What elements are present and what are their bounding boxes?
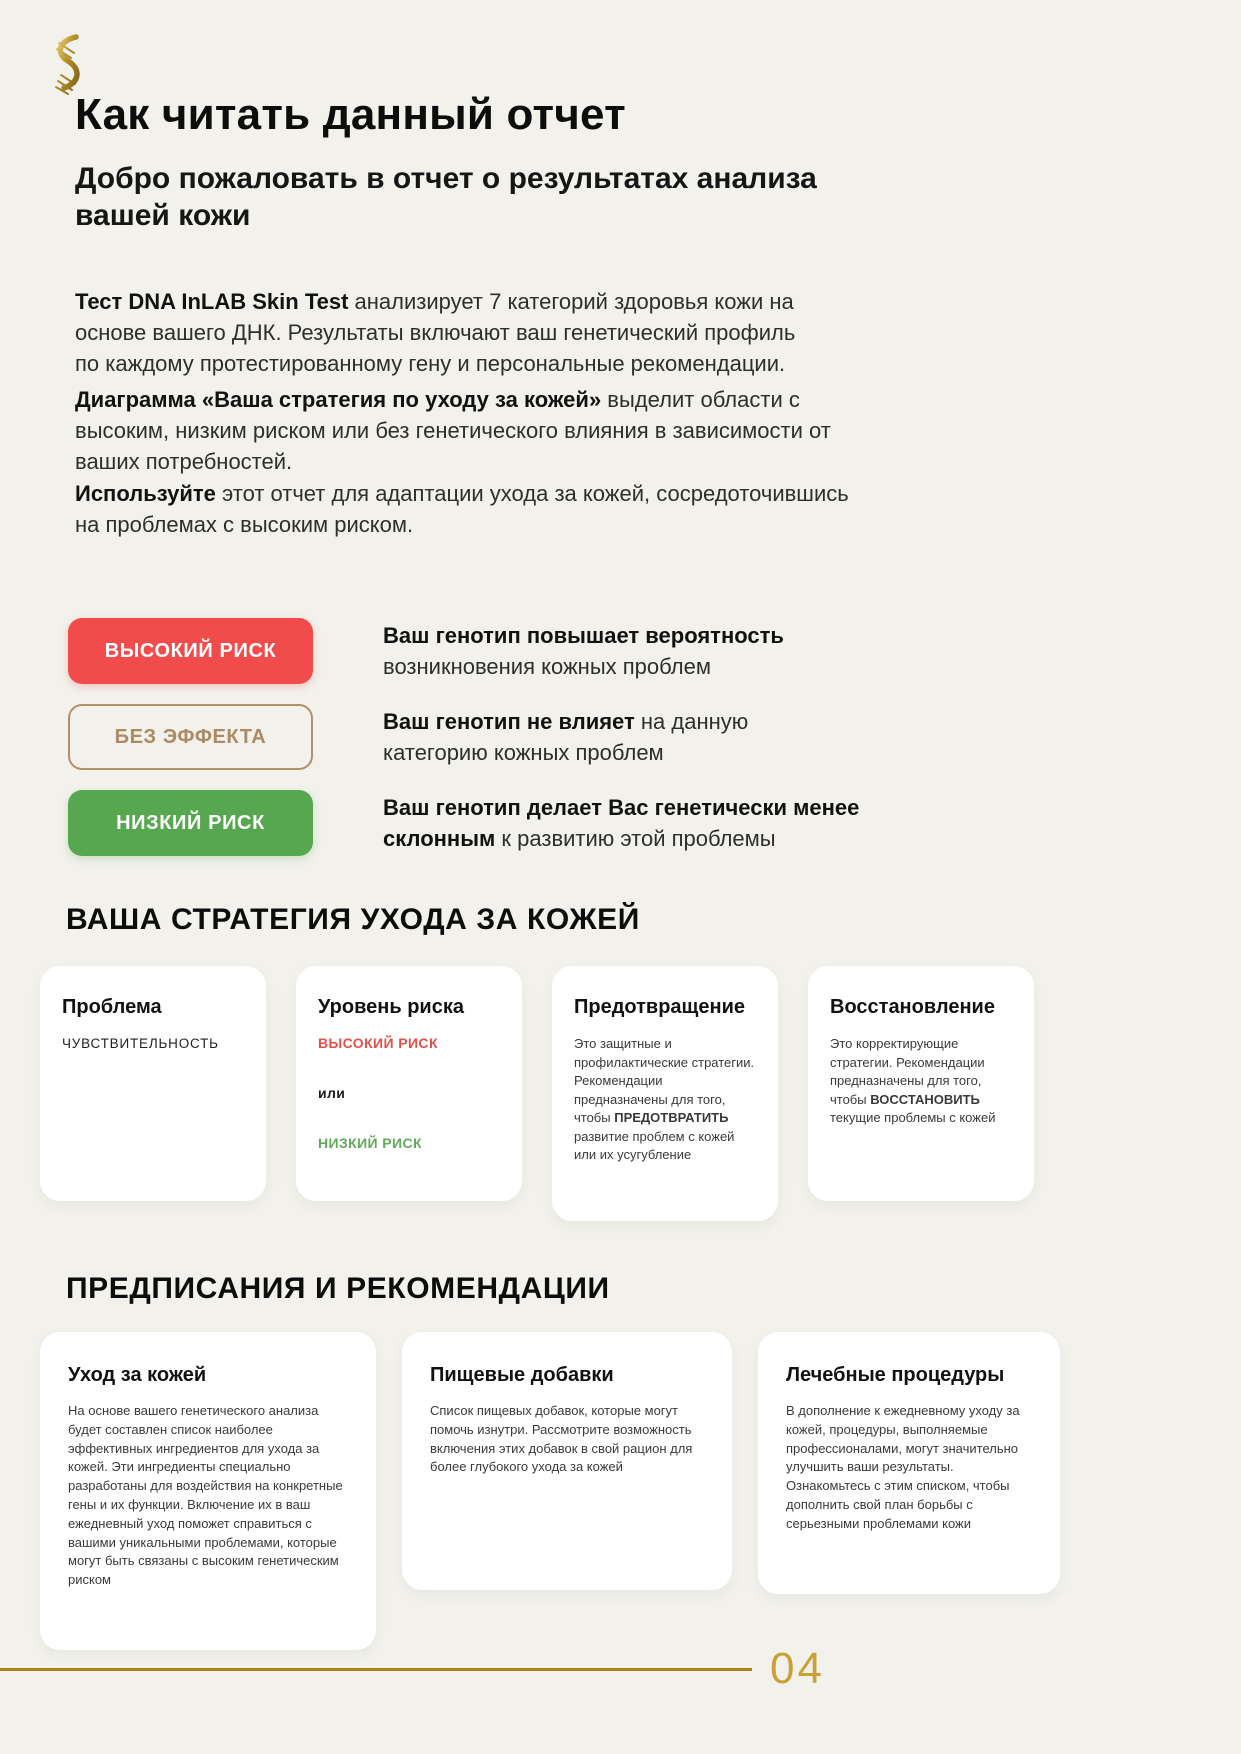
page-number: 04: [770, 1644, 825, 1693]
card-skincare-title: Уход за кожей: [68, 1364, 207, 1386]
high-risk-badge: ВЫСОКИЙ РИСК: [68, 618, 313, 684]
card-supplements: [402, 1332, 732, 1590]
card-supplements-title: Пищевые добавки: [430, 1364, 614, 1386]
page-subtitle: Добро пожаловать в отчет о результатах анализа вашей кожи: [75, 162, 817, 232]
intro-paragraph-test: [75, 286, 815, 379]
card-restoration-body: [830, 1035, 1012, 1128]
intro-paragraph-test-rest: анализирует 7 категорий здоровья кожи на основе вашего ДНК. Результаты включают ваш генетический профиль по каждому протестированному гену и персональные рекомендации.: [75, 289, 796, 376]
card-prevention: [552, 966, 778, 1221]
no-effect-description-bold: Ваш генотип не влияет: [383, 709, 635, 734]
no-effect-description: [383, 706, 813, 768]
card-prevention-body-post: развитие проблем с кожей или их усугубление: [574, 1128, 735, 1162]
footer-divider-line: [0, 1668, 752, 1671]
card-treatments-body: В дополнение к ежедневному уходу за кожей, процедуры, выполняемые профессионалами, могут значительно улучшить ваши результаты. Ознакомьтесь с этим списком, чтобы дополнить свой план борьбы с серьезными проблемами кожи: [786, 1403, 1020, 1531]
card-prevention-title: Предотвращение: [574, 996, 746, 1018]
strategy-section-title: ВАША СТРАТЕГИЯ УХОДА ЗА КОЖЕЙ: [66, 903, 640, 936]
intro-paragraph-diagram: [75, 384, 889, 477]
card-restoration-title: Восстановление: [830, 996, 995, 1018]
card-restoration-body-bold: ВОССТАНОВИТЬ: [870, 1091, 980, 1107]
card-problem: [40, 966, 266, 1201]
card-risk-level-title: Уровень риска: [318, 996, 464, 1018]
low-risk-badge: НИЗКИЙ РИСК: [68, 790, 313, 856]
no-effect-description-rest: на данную категорию кожных проблем: [383, 709, 749, 765]
card-skincare-body: На основе вашего генетического анализа будет составлен список наиболее эффективных ингредиентов для ухода за кожей. Эти ингредиенты специально разработаны для воздействия на конкретные гены и их функции. Включение их в ваш ежедневный уход поможет справиться с вашими уникальными проблемами, которые могут быть связаны с высоким генетическим риском: [68, 1403, 343, 1588]
card-treatments-title: Лечебные процедуры: [786, 1364, 1005, 1386]
card-restoration-body-post: текущие проблемы с кожей: [830, 1110, 996, 1125]
card-restoration-body-pre: Это корректирующие стратегии. Рекомендации предназначены для того, чтобы: [830, 1036, 985, 1107]
card-treatments: [758, 1332, 1060, 1594]
intro-paragraph-use-rest: этот отчет для адаптации ухода за кожей, сосредоточившись на проблемах с высоким риском.: [75, 481, 849, 537]
risk-level-low-label: НИЗКИЙ РИСК: [318, 1135, 422, 1151]
page-title: Как читать данный отчет: [75, 90, 626, 139]
risk-level-or-label: или: [318, 1085, 346, 1101]
high-risk-description: [383, 620, 883, 682]
high-risk-description-rest: возникновения кожных проблем: [383, 654, 711, 679]
intro-paragraph-use-bold: Используйте: [75, 481, 216, 506]
legend-row-low-risk: [68, 790, 863, 856]
card-problem-value: ЧУВСТВИТЕЛЬНОСТЬ: [62, 1036, 219, 1051]
risk-level-high-label: ВЫСОКИЙ РИСК: [318, 1035, 438, 1051]
card-restoration: [808, 966, 1034, 1201]
prescriptions-section-title: ПРЕДПИСАНИЯ И РЕКОМЕНДАЦИИ: [66, 1272, 610, 1305]
card-prevention-body-pre: Это защитные и профилактические стратегии. Рекомендации предназначены для того, чтобы: [574, 1036, 755, 1125]
prescriptions-cards-row: [40, 1332, 1060, 1650]
intro-paragraph-test-bold: Тест DNA InLAB Skin Test: [75, 289, 349, 314]
card-prevention-body-bold: ПРЕДОТВРАТИТЬ: [614, 1110, 729, 1125]
card-problem-title: Проблема: [62, 996, 162, 1018]
card-supplements-body: Список пищевых добавок, которые могут помочь изнутри. Рассмотрите возможность включения этих добавок в свой рацион для более глубокого ухода за кожей: [430, 1403, 693, 1475]
strategy-cards-row: [40, 966, 1034, 1221]
legend-row-no-effect: [68, 704, 813, 770]
intro-paragraph-diagram-bold: Диаграмма «Ваша стратегия по уходу за кожей»: [75, 387, 602, 412]
legend-row-high-risk: [68, 618, 883, 684]
low-risk-description-bold: Ваш генотип делает Вас генетически менее склонным: [383, 795, 860, 851]
high-risk-description-bold: Ваш генотип повышает вероятность: [383, 623, 784, 648]
card-skincare: [40, 1332, 376, 1650]
card-risk-level: [296, 966, 522, 1201]
intro-paragraph-use: [75, 478, 875, 540]
card-prevention-body: [574, 1035, 756, 1165]
no-effect-badge: БЕЗ ЭФФЕКТА: [68, 704, 313, 770]
intro-paragraph-diagram-rest: выделит области с высоким, низким риском или без генетического влияния в зависимости от ваших потребностей.: [75, 387, 831, 474]
low-risk-description: [383, 792, 863, 854]
low-risk-description-rest: к развитию этой проблемы: [495, 826, 776, 851]
